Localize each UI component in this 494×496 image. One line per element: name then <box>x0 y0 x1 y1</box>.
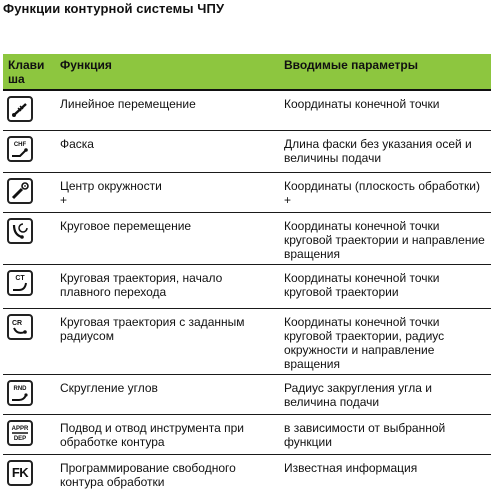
rounding-key-icon[interactable] <box>7 380 33 406</box>
chamfer-key-label: CHF <box>13 141 27 148</box>
radius-circle-key-icon[interactable] <box>7 314 33 340</box>
fk-key-icon[interactable] <box>7 460 33 486</box>
table-row <box>3 308 491 374</box>
function-cell: Круговое перемещение <box>55 212 279 264</box>
table-row <box>3 130 491 172</box>
table-row <box>3 374 491 414</box>
function-cell: Скругление углов <box>55 374 279 414</box>
function-cell: Круговая траектория с заданным радиусом <box>55 308 279 374</box>
params-cell: Координаты конечной точки круговой траектории, радиус окружности и направление вращения <box>279 308 491 374</box>
table-row <box>3 90 491 130</box>
params-cell: Координаты конечной точки <box>279 90 491 130</box>
appr-key-label: APPR <box>11 425 29 432</box>
params-cell: Координаты конечной точки круговой траектории и направление вращения <box>279 212 491 264</box>
params-cell: Длина фаски без указания осей и величины подачи <box>279 130 491 172</box>
table-row <box>3 264 491 308</box>
page-title: Функции контурной системы ЧПУ <box>3 1 225 16</box>
fk-key-label: FK <box>11 464 29 480</box>
dep-key-label: DEP <box>13 435 27 442</box>
function-plus: + <box>60 192 68 207</box>
params-cell: Известная информация <box>279 454 491 496</box>
header-function: Функция <box>55 54 279 90</box>
function-cell: Программирование свободного контура обработки <box>55 454 279 496</box>
params-cell: Координаты (плоскость обработки) + <box>279 172 491 212</box>
params-cell: в зависимости от выбранной функции <box>279 414 491 454</box>
tangential-circle-key-icon[interactable] <box>7 270 33 296</box>
table-header-row <box>3 54 491 90</box>
ct-key-label: CT <box>15 274 25 282</box>
chamfer-key-icon[interactable] <box>7 136 33 162</box>
header-key: Клави ша <box>3 54 55 90</box>
table-row <box>3 172 491 212</box>
line-key-icon[interactable] <box>7 96 33 122</box>
cr-key-label: CR <box>11 319 23 327</box>
header-params: Вводимые параметры <box>279 54 491 90</box>
table-row <box>3 454 491 496</box>
rnd-key-label: RND <box>13 385 27 392</box>
function-cell: Линейное перемещение <box>55 90 279 130</box>
params-cell: Радиус закругления угла и величина подачи <box>279 374 491 414</box>
approach-depart-key-icon[interactable] <box>7 420 33 446</box>
circle-center-key-icon[interactable] <box>7 178 33 204</box>
table-row <box>3 414 491 454</box>
function-cell: Круговая траектория, начало плавного перехода <box>55 264 279 308</box>
params-cell: Координаты конечной точки круговой траектории <box>279 264 491 308</box>
circle-key-icon[interactable] <box>7 218 33 244</box>
table-row <box>3 212 491 264</box>
function-cell: Фаска <box>55 130 279 172</box>
function-cell: Центр окружности + <box>55 172 279 212</box>
function-cell: Подвод и отвод инструмента при обработке контура <box>55 414 279 454</box>
functions-table <box>3 54 491 496</box>
params-plus: + <box>284 192 292 207</box>
